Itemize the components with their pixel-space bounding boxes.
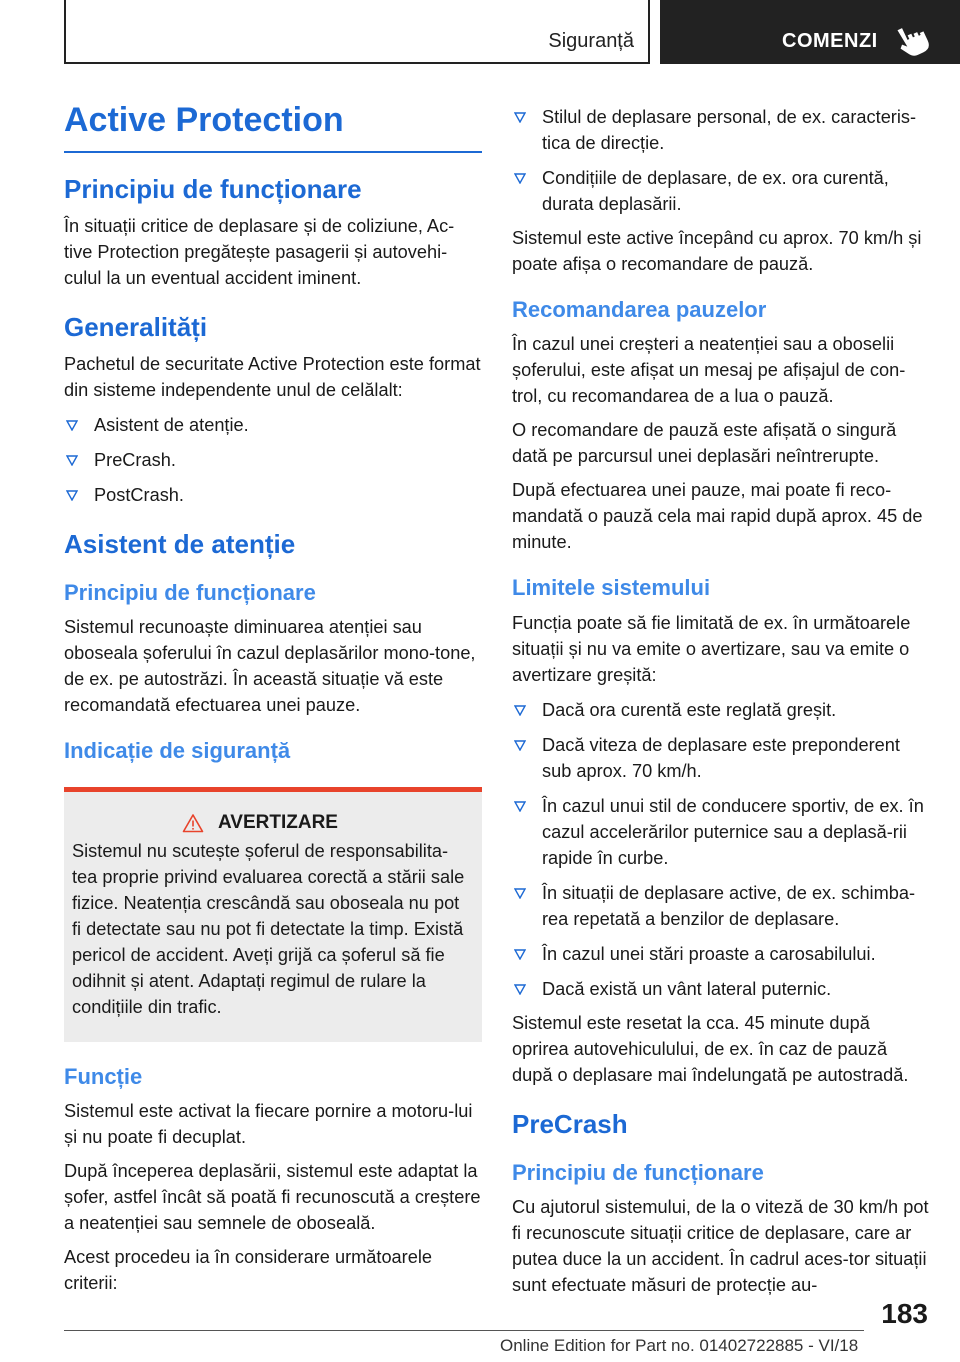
list-item-text: PostCrash. [94, 485, 184, 506]
list-item-text: Dacă viteza de deplasare este preponderent sub aprox. 70 km/h. [542, 734, 900, 781]
precrash-text: Cu ajutorul sistemului, de la o viteză de 30 km/h pot fi recunoscute situații critice de deplasare, care ar putea duce la un accident. În cadrul aces-tor situații sunt efectuate măsuri de protecție au- [512, 1197, 929, 1296]
triangle-bullet-icon [514, 984, 526, 995]
list-item [512, 793, 930, 871]
triangle-bullet-icon [514, 949, 526, 960]
general-text: Pachetul de securitate Active Protection este format din sisteme independente unul de celălalt: [64, 354, 481, 401]
list-item-text: În situații de deplasare active, de ex. schimba-rea repetată a benzilor de deplasare. [542, 882, 916, 929]
warning-title-text: AVERTIZARE [218, 811, 338, 833]
triangle-bullet-icon [514, 173, 526, 184]
list-item [512, 104, 930, 156]
triangle-bullet-icon [514, 801, 526, 812]
right-column [512, 96, 930, 1298]
function-text-2: După începerea deplasării, sistemul este adaptat la șofer, astfel încât să poată fi recunoscută a creștere a neatenției sau semnele de oboseală. [64, 1161, 481, 1234]
list-item [512, 165, 930, 217]
commands-label: COMENZI [782, 30, 878, 52]
function-heading: Funcție [64, 1063, 143, 1089]
triangle-bullet-icon [514, 740, 526, 751]
precrash-principle-heading: Principiu de funcționare [512, 1159, 764, 1185]
assist-heading: Asistent de atenție [64, 529, 296, 560]
pause-text-2: O recomandare de pauză este afișată o singură dată pe parcursul unei deplasări neîntrerupte. [512, 420, 897, 467]
list-item-text: În cazul unui stil de conducere sportiv, de ex. în cazul accelerărilor puternice sau a deplasă-rii rapide în curbe. [542, 795, 924, 868]
list-item [512, 941, 930, 967]
list-item [512, 880, 930, 932]
list-item-text: Condițiile de deplasare, de ex. ora curentă, durata deplasării. [542, 168, 889, 214]
general-list [64, 412, 482, 508]
pointing-hand-icon [894, 22, 930, 58]
triangle-bullet-icon [66, 455, 78, 466]
list-item [512, 697, 930, 723]
general-heading: Generalități [64, 312, 208, 343]
list-item [64, 482, 482, 508]
section-title: Siguranță [548, 30, 634, 52]
triangle-bullet-icon [514, 705, 526, 716]
list-item-text: Dacă există un vânt lateral puternic. [542, 978, 832, 999]
list-item-text: Asistent de atenție. [94, 415, 249, 436]
safety-heading: Indicație de siguranță [64, 738, 291, 764]
criteria-list [512, 104, 930, 217]
pause-text-3: După efectuarea unei pauze, mai poate fi reco-mandată o pauză cela mai rapid după aprox. 45 de minute. [512, 480, 923, 553]
warning-box [64, 787, 482, 1042]
pause-text-1: În cazul unei creșteri a neatenției sau a oboselii șoferului, este afișat un mesaj pe afișajul de con-trol, cu recomandarea de a lua o pauză. [512, 334, 906, 407]
limits-heading: Limitele sistemului [512, 575, 711, 601]
triangle-bullet-icon [66, 490, 78, 501]
principle-text: În situații critice de deplasare și de coliziune, Ac-tive Protection pregătește pasagerii și autovehi-culul la un eventual accident iminent. [64, 216, 455, 289]
principle-heading: Principiu de funcționare [64, 174, 362, 205]
list-item-text: În cazul unei stări proaste a carosabilului. [542, 943, 876, 964]
edition-text: Online Edition for Part no. 01402722885 - VI/18 [500, 1336, 859, 1355]
list-item-text: PreCrash. [94, 450, 176, 471]
header-section-tab[interactable] [64, 0, 650, 64]
footer-rule [64, 1330, 864, 1331]
page-title: Active Protection [64, 101, 344, 139]
assist-principle-heading: Principiu de funcționare [64, 580, 316, 606]
triangle-bullet-icon [514, 112, 526, 123]
list-item-text: Dacă ora curentă este reglată greșit. [542, 699, 837, 720]
commands-tab[interactable] [660, 0, 960, 64]
list-item [512, 976, 930, 1002]
pause-heading: Recomandarea pauzelor [512, 297, 767, 322]
function-text-3: Acest procedeu ia în considerare următoarele criterii: [64, 1247, 432, 1294]
warning-triangle-icon [182, 813, 204, 833]
limits-text: Funcția poate să fie limitată de ex. în următoarele situații și nu va emite o avertizare, sau va emite o avertizare greșită: [512, 612, 911, 685]
warning-text: Sistemul nu scutește șoferul de responsabilita-tea proprie privind evaluarea corectă a stării sale fizice. Neatenția crescândă sau oboseala nu pot fi detectate sau nu pot fi detectate la timp. Există pericol de accident. Aveți grijă ca șoferul să fie odihnit și atent. Adaptați regimul de rulare la condițiile din trafic. [72, 840, 465, 1017]
list-item-text: Stilul de deplasare personal, de ex. caracteris-tica de direcție. [542, 107, 917, 153]
list-item [512, 732, 930, 784]
page-number: 183 [881, 1298, 928, 1329]
reset-text: Sistemul este resetat la cca. 45 minute după oprirea autovehiculului, de ex. în caz de pauză după o deplasare mai îndelungată pe autostradă. [512, 1012, 909, 1085]
left-column [64, 96, 482, 1296]
function-text-1: Sistemul este activat la fiecare pornire a motoru-lui și nu poate fi decuplat. [64, 1101, 473, 1148]
active-text: Sistemul este active începând cu aprox. 70 km/h și poate afișa o recomandare de pauză. [512, 228, 922, 274]
triangle-bullet-icon [66, 420, 78, 431]
limits-list [512, 697, 930, 1002]
warning-title [72, 812, 472, 834]
triangle-bullet-icon [514, 888, 526, 899]
assist-principle-text: Sistemul recunoaște diminuarea atenției sau oboseala șoferului în cazul deplasărilor mono-tone, de ex. pe autostrăzi. În această situație vă este recomandată efectuarea unei pauze. [64, 617, 476, 716]
title-rule [64, 151, 482, 153]
list-item [64, 412, 482, 438]
list-item [64, 447, 482, 473]
precrash-heading: PreCrash [512, 1108, 628, 1139]
